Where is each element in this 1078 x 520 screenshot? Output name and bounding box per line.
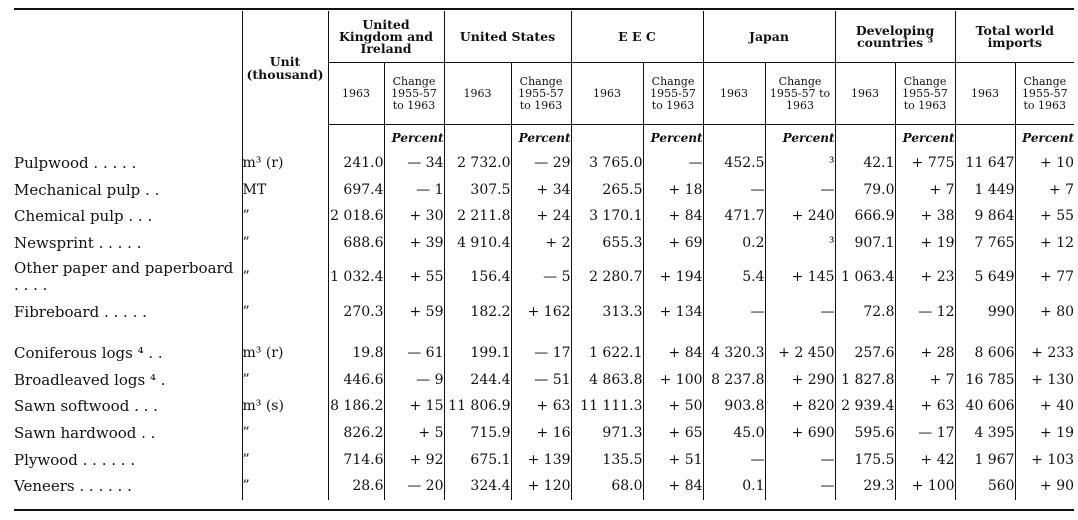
value-cell: 1 449 xyxy=(955,177,1015,204)
change-cell: — 17 xyxy=(895,420,955,447)
value-cell: 45.0 xyxy=(703,420,765,447)
change-subheader: Change 1955-57 to 1963 xyxy=(511,63,571,125)
percent-label: Percent xyxy=(895,125,955,151)
change-cell: + 77 xyxy=(1015,256,1074,298)
value-cell: 11 647 xyxy=(955,150,1015,177)
row-label: Coniferous logs ⁴ . . xyxy=(14,344,163,363)
change-cell: + 92 xyxy=(384,446,444,473)
row-unit: MT xyxy=(242,177,328,204)
value-cell: — xyxy=(703,177,765,204)
value-cell: — xyxy=(703,446,765,473)
change-cell: + 7 xyxy=(1015,177,1074,204)
year-subheader: 1963 xyxy=(955,63,1015,125)
group-header-japan: Japan xyxy=(703,11,835,63)
row-label: Broadleaved logs ⁴ . xyxy=(14,370,166,389)
table-row xyxy=(14,473,1074,500)
value-cell: 9 864 xyxy=(955,203,1015,230)
change-cell: + 80 xyxy=(1015,298,1074,325)
row-unit: ” xyxy=(242,420,328,447)
value-cell: 688.6 xyxy=(328,230,384,257)
value-cell: 257.6 xyxy=(835,340,895,367)
value-cell: 244.4 xyxy=(444,367,511,394)
value-cell: 826.2 xyxy=(328,420,384,447)
table-row xyxy=(14,298,1074,325)
change-cell: + 120 xyxy=(511,473,571,500)
percent-label: Percent xyxy=(511,125,571,151)
value-cell: 2 211.8 xyxy=(444,203,511,230)
table-row xyxy=(14,150,1074,177)
value-cell: 40 606 xyxy=(955,393,1015,420)
row-unit: ” xyxy=(242,203,328,230)
value-cell: 241.0 xyxy=(328,150,384,177)
row-unit: ” xyxy=(242,367,328,394)
year-subheader: 1963 xyxy=(444,63,511,125)
change-cell: + 100 xyxy=(643,367,703,394)
row-label: Fibreboard . . . . . xyxy=(14,302,147,321)
change-cell: — 61 xyxy=(384,340,444,367)
value-cell: 4 910.4 xyxy=(444,230,511,257)
value-cell: 28.6 xyxy=(328,473,384,500)
value-cell: 3 765.0 xyxy=(571,150,643,177)
value-cell: 1 967 xyxy=(955,446,1015,473)
row-label: Veneers . . . . . . xyxy=(14,477,132,496)
year-subheader: 1963 xyxy=(328,63,384,125)
group-header-uk: United Kingdom and Ireland xyxy=(328,11,444,63)
change-cell: + 194 xyxy=(643,256,703,298)
row-label: Chemical pulp . . . xyxy=(14,207,153,226)
value-cell: 313.3 xyxy=(571,298,643,325)
value-cell: 666.9 xyxy=(835,203,895,230)
change-cell: + 2 xyxy=(511,230,571,257)
change-cell: + 240 xyxy=(765,203,835,230)
value-cell: 4 320.3 xyxy=(703,340,765,367)
change-cell: + 84 xyxy=(643,203,703,230)
value-cell: 11 111.3 xyxy=(571,393,643,420)
table-row xyxy=(14,340,1074,367)
table-row xyxy=(14,203,1074,230)
table-row xyxy=(14,393,1074,420)
change-cell: — xyxy=(765,298,835,325)
group-header-world: Total world imports xyxy=(955,11,1074,63)
change-cell: — 9 xyxy=(384,367,444,394)
value-cell: 19.8 xyxy=(328,340,384,367)
percent-label: Percent xyxy=(1015,125,1074,151)
change-cell: + 16 xyxy=(511,420,571,447)
value-cell: 903.8 xyxy=(703,393,765,420)
row-label: Plywood . . . . . . xyxy=(14,450,136,469)
unit-header: Unit (thousand) xyxy=(242,11,328,125)
value-cell: 1 622.1 xyxy=(571,340,643,367)
group-header-developing: Developing countries ³ xyxy=(835,11,955,63)
change-cell: + 134 xyxy=(643,298,703,325)
change-cell: + 50 xyxy=(643,393,703,420)
percent-spacer xyxy=(835,125,895,151)
year-subheader: 1963 xyxy=(835,63,895,125)
value-cell: 5.4 xyxy=(703,256,765,298)
value-cell: 1 032.4 xyxy=(328,256,384,298)
change-cell: + 40 xyxy=(1015,393,1074,420)
change-subheader: Change 1955-57 to 1963 xyxy=(765,63,835,125)
change-cell: + 12 xyxy=(1015,230,1074,257)
change-cell: + 19 xyxy=(1015,420,1074,447)
change-cell: + 38 xyxy=(895,203,955,230)
row-unit: m³ (r) xyxy=(242,340,328,367)
change-cell: + 10 xyxy=(1015,150,1074,177)
change-cell: + 63 xyxy=(511,393,571,420)
change-cell: — 1 xyxy=(384,177,444,204)
row-unit: m³ (s) xyxy=(242,393,328,420)
change-cell: + 18 xyxy=(643,177,703,204)
row-unit: ” xyxy=(242,473,328,500)
change-cell: — 34 xyxy=(384,150,444,177)
percent-spacer xyxy=(444,125,511,151)
change-cell: + 100 xyxy=(895,473,955,500)
value-cell: 715.9 xyxy=(444,420,511,447)
percent-label: Percent xyxy=(643,125,703,151)
table-row xyxy=(14,420,1074,447)
change-cell: + 84 xyxy=(643,340,703,367)
value-cell: 1 063.4 xyxy=(835,256,895,298)
value-cell: 4 863.8 xyxy=(571,367,643,394)
change-cell: + 5 xyxy=(384,420,444,447)
table-row xyxy=(14,230,1074,257)
value-cell: 714.6 xyxy=(328,446,384,473)
year-subheader: 1963 xyxy=(703,63,765,125)
row-unit: m³ (r) xyxy=(242,150,328,177)
change-cell: + 55 xyxy=(1015,203,1074,230)
value-cell: 560 xyxy=(955,473,1015,500)
timber-imports-table xyxy=(14,11,1074,500)
change-cell: — 5 xyxy=(511,256,571,298)
change-cell: + 42 xyxy=(895,446,955,473)
value-cell: 446.6 xyxy=(328,367,384,394)
row-label: Mechanical pulp . . xyxy=(14,180,160,199)
section-gap xyxy=(14,325,1074,340)
change-cell: + 51 xyxy=(643,446,703,473)
change-cell: + 7 xyxy=(895,177,955,204)
unit-percent-spacer xyxy=(242,125,328,151)
group-header-us: United States xyxy=(444,11,571,63)
value-cell: 29.3 xyxy=(835,473,895,500)
row-label: Sawn softwood . . . xyxy=(14,397,158,416)
change-cell: + 59 xyxy=(384,298,444,325)
value-cell: 8 237.8 xyxy=(703,367,765,394)
change-cell: + 145 xyxy=(765,256,835,298)
change-cell: + 19 xyxy=(895,230,955,257)
value-cell: 0.2 xyxy=(703,230,765,257)
value-cell: 990 xyxy=(955,298,1015,325)
value-cell: 42.1 xyxy=(835,150,895,177)
value-cell: — xyxy=(703,298,765,325)
change-cell: + 24 xyxy=(511,203,571,230)
percent-spacer xyxy=(328,125,384,151)
value-cell: 270.3 xyxy=(328,298,384,325)
change-cell: — 12 xyxy=(895,298,955,325)
change-cell: — 29 xyxy=(511,150,571,177)
table-row xyxy=(14,367,1074,394)
percent-label: Percent xyxy=(384,125,444,151)
table-row xyxy=(14,256,1074,298)
row-label: Pulpwood . . . . . xyxy=(14,154,137,173)
value-cell: 199.1 xyxy=(444,340,511,367)
change-cell: ³ xyxy=(765,230,835,257)
row-unit: ” xyxy=(242,256,328,298)
value-cell: 471.7 xyxy=(703,203,765,230)
change-cell: + 15 xyxy=(384,393,444,420)
change-cell: + 103 xyxy=(1015,446,1074,473)
label-column-header xyxy=(14,11,242,150)
percent-spacer xyxy=(571,125,643,151)
change-cell: + 290 xyxy=(765,367,835,394)
change-cell: + 55 xyxy=(384,256,444,298)
change-cell: + 7 xyxy=(895,367,955,394)
table-row xyxy=(14,177,1074,204)
value-cell: 8 606 xyxy=(955,340,1015,367)
change-cell: + 820 xyxy=(765,393,835,420)
change-cell: — 51 xyxy=(511,367,571,394)
change-cell: + 139 xyxy=(511,446,571,473)
change-cell: + 63 xyxy=(895,393,955,420)
change-cell: — 17 xyxy=(511,340,571,367)
value-cell: 5 649 xyxy=(955,256,1015,298)
change-cell: — xyxy=(765,446,835,473)
value-cell: 0.1 xyxy=(703,473,765,500)
bottom-rule xyxy=(14,509,1074,511)
value-cell: 675.1 xyxy=(444,446,511,473)
change-subheader: Change 1955-57 to 1963 xyxy=(895,63,955,125)
change-cell: + 233 xyxy=(1015,340,1074,367)
change-cell: + 23 xyxy=(895,256,955,298)
value-cell: 2 280.7 xyxy=(571,256,643,298)
value-cell: 68.0 xyxy=(571,473,643,500)
row-unit: ” xyxy=(242,230,328,257)
value-cell: 307.5 xyxy=(444,177,511,204)
change-cell: + 65 xyxy=(643,420,703,447)
value-cell: 7 765 xyxy=(955,230,1015,257)
value-cell: 971.3 xyxy=(571,420,643,447)
row-label: Sawn hardwood . . xyxy=(14,424,156,443)
value-cell: 182.2 xyxy=(444,298,511,325)
value-cell: 3 170.1 xyxy=(571,203,643,230)
row-unit: ” xyxy=(242,298,328,325)
change-cell: + 30 xyxy=(384,203,444,230)
value-cell: 11 806.9 xyxy=(444,393,511,420)
percent-spacer xyxy=(955,125,1015,151)
change-cell: + 39 xyxy=(384,230,444,257)
change-cell: + 690 xyxy=(765,420,835,447)
value-cell: 79.0 xyxy=(835,177,895,204)
change-cell: + 69 xyxy=(643,230,703,257)
value-cell: 907.1 xyxy=(835,230,895,257)
group-header-eec: E E C xyxy=(571,11,703,63)
change-cell: — xyxy=(765,473,835,500)
row-label: Newsprint . . . . . xyxy=(14,234,142,253)
value-cell: 4 395 xyxy=(955,420,1015,447)
change-cell: + 90 xyxy=(1015,473,1074,500)
value-cell: 452.5 xyxy=(703,150,765,177)
value-cell: 2 732.0 xyxy=(444,150,511,177)
value-cell: 16 785 xyxy=(955,367,1015,394)
change-cell: — xyxy=(765,177,835,204)
value-cell: 2 939.4 xyxy=(835,393,895,420)
row-label: Other paper and paperboard . . . . xyxy=(14,259,234,295)
percent-spacer xyxy=(703,125,765,151)
value-cell: 1 827.8 xyxy=(835,367,895,394)
table-row xyxy=(14,446,1074,473)
value-cell: 8 186.2 xyxy=(328,393,384,420)
change-subheader: Change 1955-57 to 1963 xyxy=(643,63,703,125)
value-cell: 156.4 xyxy=(444,256,511,298)
percent-label: Percent xyxy=(765,125,835,151)
change-cell: — 20 xyxy=(384,473,444,500)
top-rule xyxy=(14,8,1074,10)
year-subheader: 1963 xyxy=(571,63,643,125)
row-unit: ” xyxy=(242,446,328,473)
change-cell: + 162 xyxy=(511,298,571,325)
change-cell: + 775 xyxy=(895,150,955,177)
value-cell: 655.3 xyxy=(571,230,643,257)
value-cell: 595.6 xyxy=(835,420,895,447)
change-cell: ³ xyxy=(765,150,835,177)
value-cell: 324.4 xyxy=(444,473,511,500)
change-subheader: Change 1955-57 to 1963 xyxy=(384,63,444,125)
value-cell: 697.4 xyxy=(328,177,384,204)
value-cell: 175.5 xyxy=(835,446,895,473)
change-cell: + 2 450 xyxy=(765,340,835,367)
change-cell: + 34 xyxy=(511,177,571,204)
change-subheader: Change 1955-57 to 1963 xyxy=(1015,63,1074,125)
value-cell: 72.8 xyxy=(835,298,895,325)
change-cell: + 28 xyxy=(895,340,955,367)
value-cell: 2 018.6 xyxy=(328,203,384,230)
change-cell: — xyxy=(643,150,703,177)
change-cell: + 84 xyxy=(643,473,703,500)
value-cell: 135.5 xyxy=(571,446,643,473)
value-cell: 265.5 xyxy=(571,177,643,204)
change-cell: + 130 xyxy=(1015,367,1074,394)
